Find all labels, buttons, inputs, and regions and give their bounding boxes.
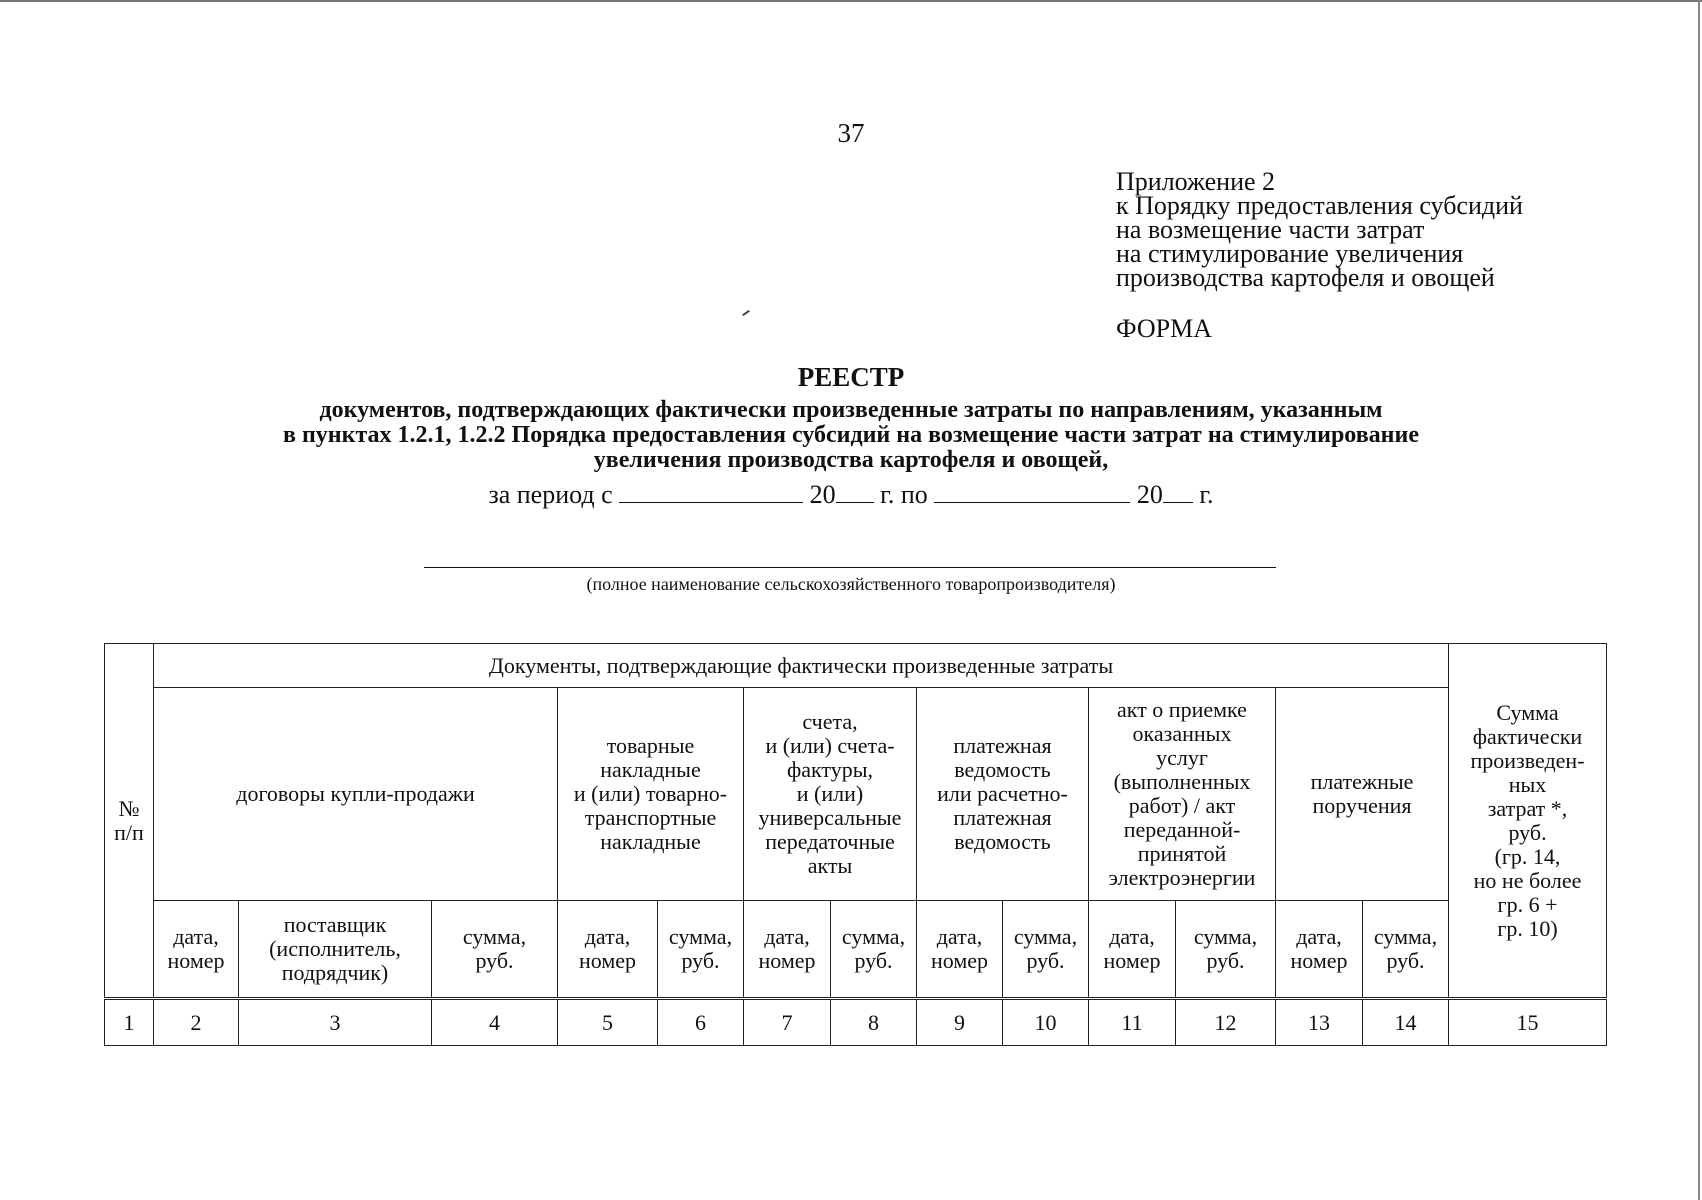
period-suffix: г. (1199, 480, 1214, 509)
producer-name-line (424, 567, 1276, 568)
sub-header-sum: сумма, руб. (1363, 901, 1449, 999)
period-year2-blank (1163, 478, 1193, 503)
payment-orders-header: платежные поручения (1276, 688, 1449, 901)
contracts-header: договоры купли-продажи (154, 688, 558, 901)
sub-header-date: дата, номер (744, 901, 831, 999)
form-label: ФОРМА (1116, 314, 1212, 343)
scan-edge-right (1698, 0, 1700, 1200)
document-subtitle (100, 398, 1602, 473)
sub-header-date: дата, номер (558, 901, 658, 999)
sub-header-date: дата, номер (1276, 901, 1363, 999)
subtitle-line: увеличения производства картофеля и овощей, (593, 447, 1109, 473)
period-start-blank (619, 478, 803, 503)
sub-header-sum: сумма, руб. (831, 901, 917, 999)
registry-table (104, 643, 1607, 1046)
total-sum-header: Сумма фактически произведен- ных затрат *, руб. (гр. 14, но не более гр. 6 + гр. 10) (1449, 644, 1607, 999)
payroll-header: платежная ведомость или расчетно- платежная ведомость (917, 688, 1089, 901)
column-number: 9 (917, 999, 1003, 1046)
period-line (0, 478, 1702, 510)
column-number: 6 (658, 999, 744, 1046)
period-year1: 20 (809, 480, 836, 509)
scan-speck (742, 310, 750, 316)
scan-edge-top (0, 0, 1702, 2)
column-number: 3 (239, 999, 432, 1046)
column-number: 14 (1363, 999, 1449, 1046)
sub-header-sum: сумма, руб. (1003, 901, 1089, 999)
producer-name-caption: (полное наименование сельскохозяйственного товаропроизводителя) (586, 574, 1116, 594)
column-number: 13 (1276, 999, 1363, 1046)
sub-header-sum: сумма, руб. (432, 901, 558, 999)
column-number: 5 (558, 999, 658, 1046)
waybills-header: товарные накладные и (или) товарно- транспортные накладные (558, 688, 744, 901)
document-title: РЕЕСТР (797, 362, 905, 392)
period-mid: г. по (880, 480, 928, 509)
period-prefix: за период с (488, 480, 613, 509)
appendix-line: производства картофеля и овощей (1116, 263, 1495, 292)
num-header: № п/п (105, 644, 154, 999)
sub-header-sum: сумма, руб. (658, 901, 744, 999)
appendix-line: к Порядку предоставления субсидий (1116, 191, 1523, 220)
column-number: 10 (1003, 999, 1089, 1046)
invoices-header: счета, и (или) счета- фактуры, и (или) универсальные передаточные акты (744, 688, 917, 901)
sub-header-date: дата, номер (154, 901, 239, 999)
column-number: 11 (1089, 999, 1176, 1046)
appendix-line: на возмещение части затрат (1116, 215, 1425, 244)
acceptance-act-header: акт о приемке оказанных услуг (выполненных работ) / акт переданной- принятой электроэнергии (1089, 688, 1276, 901)
subtitle-line: в пунктах 1.2.1, 1.2.2 Порядка предоставления субсидий на возмещение части затрат на стимулирование (283, 422, 1419, 448)
sub-header-sum: сумма, руб. (1176, 901, 1276, 999)
column-number: 15 (1449, 999, 1607, 1046)
column-number: 1 (105, 999, 154, 1046)
appendix-line: Приложение 2 (1116, 167, 1276, 196)
column-number: 2 (154, 999, 239, 1046)
sub-header-date: дата, номер (917, 901, 1003, 999)
appendix-block (1116, 167, 1523, 292)
page-number: 37 (837, 118, 865, 148)
period-year1-blank (836, 478, 874, 503)
sub-header-date: дата, номер (1089, 901, 1176, 999)
column-number: 8 (831, 999, 917, 1046)
documents-group-header: Документы, подтверждающие фактически произведенные затраты (154, 644, 1449, 688)
column-number: 4 (432, 999, 558, 1046)
column-number: 7 (744, 999, 831, 1046)
column-number: 12 (1176, 999, 1276, 1046)
appendix-line: на стимулирование увеличения (1116, 239, 1464, 268)
subtitle-line: документов, подтверждающих фактически произведенные затраты по направлениям, указанным (319, 397, 1383, 423)
sub-header-supplier: поставщик (исполнитель, подрядчик) (239, 901, 432, 999)
period-year2: 20 (1136, 480, 1163, 509)
period-end-blank (934, 478, 1130, 503)
